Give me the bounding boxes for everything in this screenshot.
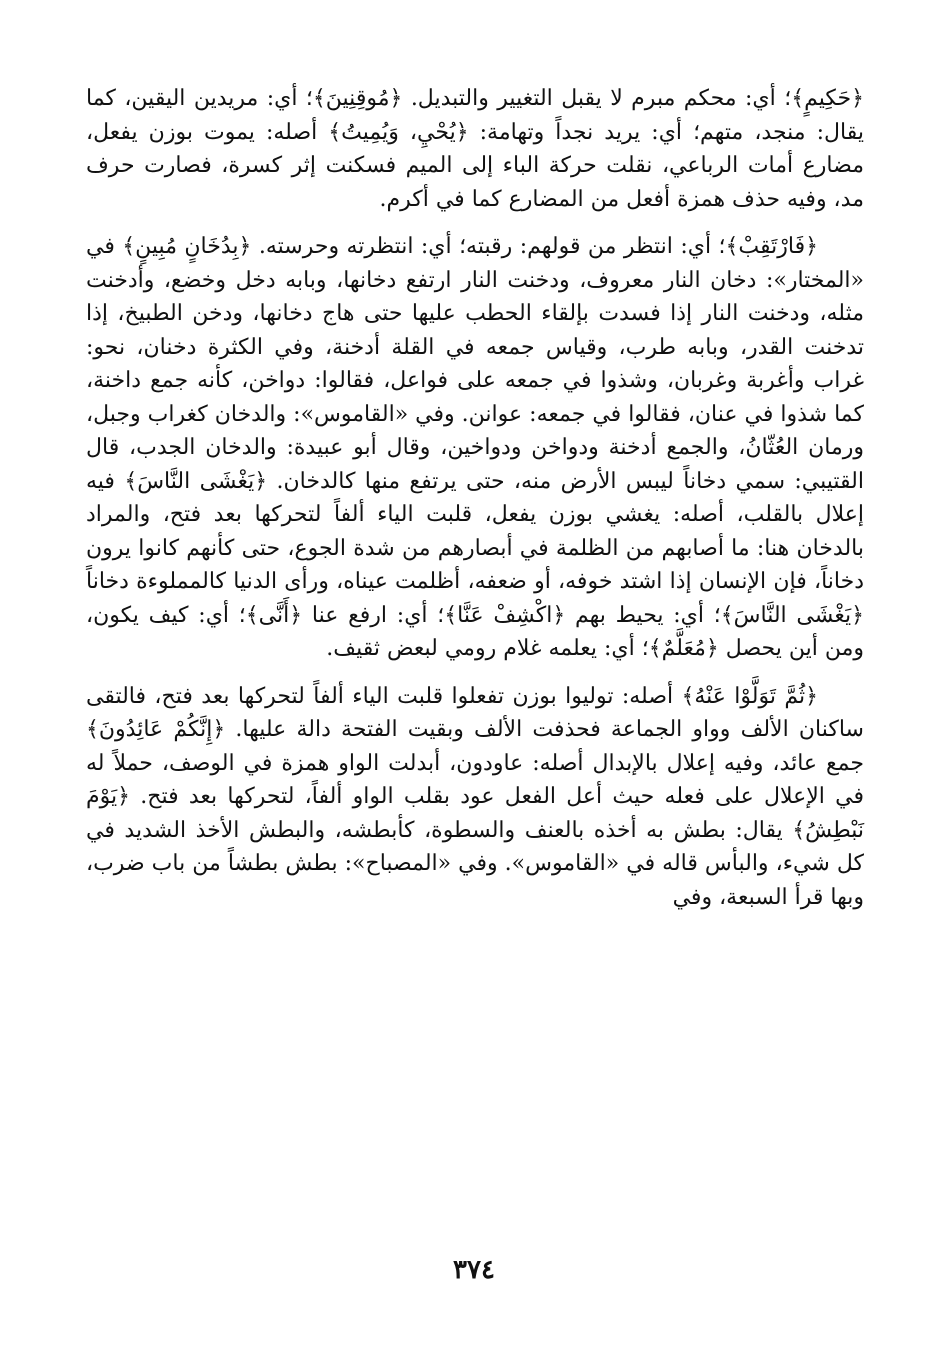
page-number: ٣٧٤ bbox=[453, 1255, 495, 1285]
page-body bbox=[86, 82, 864, 914]
paragraph-1: ﴿حَكِيمٍ﴾؛ أي: محكم مبرم لا يقبل التغيير والتبديل. ﴿مُوقِنِينَ﴾؛ أي: مريدين اليقين، كما يقال: منجد، متهم؛ أي: يريد نجداً وتهامة: ﴿يُحْيِ، وَيُمِيتُ﴾ أصله: يموت بوزن يفعل، مضارع أمات الرباعي، نقلت حركة الباء إلى الميم فسكنت إثر كسرة، فصارت حرف مد، وفيه حذف همزة أفعل من المضارع كما في أكرم. bbox=[86, 86, 864, 212]
paragraph-2: ﴿فَارْتَقِبْ﴾؛ أي: انتظر من قولهم: رقبته؛ أي: انتظرته وحرسته. ﴿بِدُخَانٍ مُبِينٍ﴾ في «المختار»: دخان النار معروف، ودخنت النار ارتفع دخانها، وبابه دخل وخضع، وأدخنت مثله، ودخنت النار إذا فسدت بإلقاء الحطب عليها حتى هاج دخانها، ودخن الطبيخ، إذا تدخنت القدر، وبابه طرب، وقياس جمعه في القلة أدخنة، وفي الكثرة دخنان، نحو: غراب وأغربة وغربان، وشذوا في جمعه على فواعل، فقالوا: دواخن، كأنه جمع داخنة، كما شذوا في عنان، فقالوا في جمعه: عوانن. وفي «القاموس»: والدخان كغراب وجبل، ورمان العُثّانُ، والجمع أدخنة ودواخن ودواخين، وقال أبو عبيدة: والدخان الجدب، قال القتيبي: سمي دخاناً ليبس الأرض منه، حتى يرتفع منها كالدخان. ﴿يَغْشَى النَّاسَ﴾ فيه إعلال بالقلب، أصله: يغشي بوزن يفعل، قلبت الياء ألفاً لتحركها بعد فتح، والمراد بالدخان هنا: ما أصابهم من الظلمة في أبصارهم من شدة الجوع، حتى كأنهم كانوا يرون دخاناً، فإن الإنسان إذا اشتد خوفه، أو ضعفه، أظلمت عيناه، ورأى الدنيا كالمملوءة دخاناً ﴿يَغْشَى النَّاسَ﴾؛ أي: يحيط بهم ﴿اكْشِفْ عَنَّا﴾؛ أي: ارفع عنا ﴿أَنَّى﴾؛ أي: كيف يكون، ومن أين يحصل ﴿مُعَلَّمٌ﴾؛ أي: يعلمه غلام رومي لبعض ثقيف. bbox=[86, 234, 864, 661]
paragraph-3: ﴿ثُمَّ تَوَلَّوْا عَنْهُ﴾ أصله: توليوا بوزن تفعلوا قلبت الياء ألفاً لتحركها بعد فتح، فالتقى ساكنان الألف وواو الجماعة فحذفت الألف وبقيت الفتحة دالة عليها. ﴿إِنَّكُمْ عَائِدُونَ﴾ جمع عائد، وفيه إعلال بالإبدال أصله: عاودون، أبدلت الواو همزة في الوصف، حملاً له في الإعلال على فعله حيث أعل الفعل عود بقلب الواو ألفاً، لتحركها بعد فتح. ﴿يَوْمَ نَبْطِشُ﴾ يقال: بطش به أخذه بالعنف والسطوة، كأبطشه، والبطش الأخذ الشديد في كل شيء، والبأس قاله في «القاموس». وفي «المصباح»: بطش بطشاً من باب ضرب، وبها قرأ السبعة، وفي bbox=[86, 683, 864, 910]
